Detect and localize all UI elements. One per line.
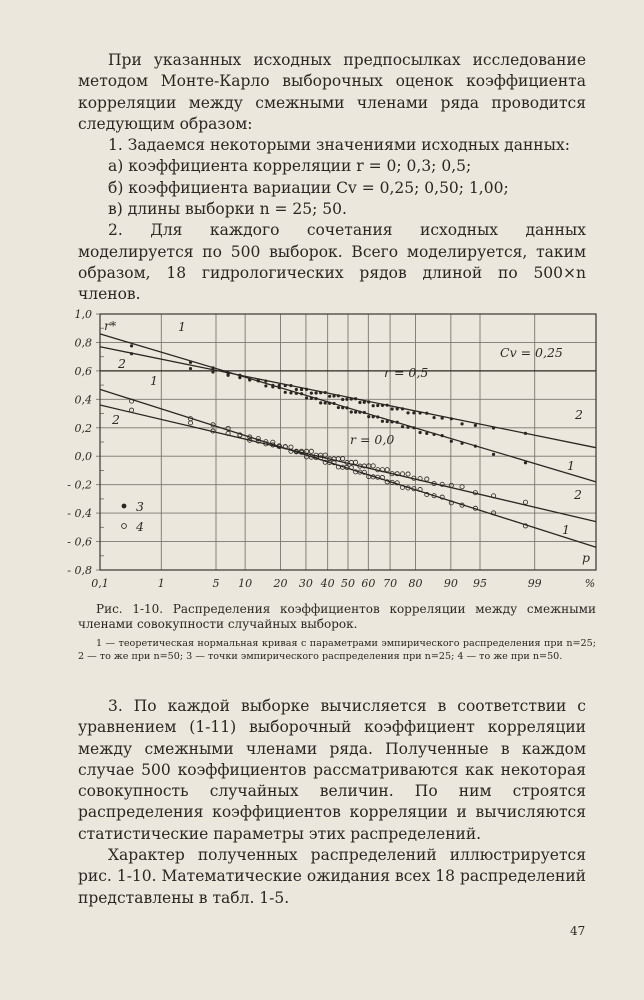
point-empirical-n25 (295, 388, 298, 391)
point-empirical-n25 (257, 379, 260, 382)
point-empirical-n25 (324, 391, 327, 394)
point-empirical-n25 (264, 384, 267, 387)
point-empirical-n25 (324, 401, 327, 404)
label-r00: r = 0,0 (350, 432, 395, 447)
y-tick-label: - 0,2 (67, 478, 92, 492)
point-empirical-n50 (354, 460, 358, 464)
point-empirical-n25 (332, 402, 335, 405)
point-empirical-n25 (391, 407, 394, 410)
point-empirical-n25 (492, 453, 495, 456)
paragraph-conclusion: Характер полученных распределений иллюстрируется рис. 1-10. Математические ожидания всех 18 распределений представлены в табл. 1-5. (78, 846, 586, 907)
point-empirical-n25 (376, 415, 379, 418)
point-empirical-n25 (419, 411, 422, 414)
point-empirical-n25 (401, 425, 404, 428)
point-empirical-n25 (419, 431, 422, 434)
label-curve1-r00-left: 1 (150, 373, 158, 388)
y-tick-label: 0,0 (74, 450, 92, 464)
point-empirical-n25 (367, 400, 370, 403)
paragraph-intro: При указанных исходных предпосылках исследование методом Монте-Карло выборочных оценок коэффициента корреляции между смежными членами ряда проводится следующим образом: (78, 51, 586, 133)
point-empirical-n25 (130, 352, 133, 355)
point-empirical-n25 (354, 397, 357, 400)
point-empirical-n50 (460, 485, 464, 489)
x-tick-label: 99 (527, 577, 542, 590)
list-item-c: в) длины выборки n = 25; 50. (108, 200, 347, 219)
list-item-a: а) коэффициента корреляции r = 0; 0,3; 0,5; (108, 157, 472, 176)
point-empirical-n25 (328, 402, 331, 405)
x-tick-label: 10 (238, 577, 253, 590)
point-empirical-n25 (372, 415, 375, 418)
figure-caption (78, 602, 596, 663)
y-tick-label: 0,8 (74, 336, 92, 350)
point-empirical-n25 (271, 384, 274, 387)
point-empirical-n25 (432, 433, 435, 436)
point-empirical-n25 (474, 424, 477, 427)
x-tick-label: 50 (341, 577, 355, 590)
label-r05: r = 0,5 (384, 365, 429, 380)
x-tick-label: 60 (361, 577, 376, 590)
page-number: 47 (570, 924, 586, 938)
x-unit-label: % (584, 577, 596, 590)
point-empirical-n25 (300, 392, 303, 395)
point-empirical-n25 (284, 384, 287, 387)
point-empirical-n25 (363, 401, 366, 404)
legend-label-4: 4 (136, 519, 144, 534)
point-empirical-n25 (350, 397, 353, 400)
point-empirical-n25 (450, 417, 453, 420)
point-empirical-n50 (309, 449, 313, 453)
point-empirical-n25 (319, 401, 322, 404)
point-empirical-n25 (337, 394, 340, 397)
label-cv: Cv = 0,25 (500, 345, 563, 360)
point-empirical-n25 (441, 434, 444, 437)
point-empirical-n25 (372, 404, 375, 407)
x-tick-label: 80 (408, 577, 423, 590)
point-empirical-n25 (211, 366, 214, 369)
point-empirical-n25 (130, 344, 133, 347)
x-tick-label: 90 (443, 577, 458, 590)
point-empirical-n25 (358, 401, 361, 404)
chart-points (129, 344, 527, 528)
label-curve2-r05-right: 2 (575, 407, 583, 422)
point-empirical-n25 (376, 404, 379, 407)
point-empirical-n25 (300, 388, 303, 391)
point-empirical-n25 (189, 361, 192, 364)
point-empirical-n50 (449, 483, 453, 487)
point-empirical-n50 (289, 445, 293, 449)
point-empirical-n25 (295, 392, 298, 395)
y-tick-label: - 0,4 (67, 507, 92, 521)
point-empirical-n25 (391, 420, 394, 423)
point-empirical-n25 (289, 384, 292, 387)
paragraph-step-1: 1. Задаемся некоторыми значениями исходных данных: (108, 136, 570, 155)
point-empirical-n50 (523, 500, 527, 504)
point-empirical-n25 (305, 388, 308, 391)
point-empirical-n25 (381, 404, 384, 407)
point-empirical-n50 (304, 449, 308, 453)
point-empirical-n25 (354, 411, 357, 414)
point-empirical-n25 (328, 395, 331, 398)
x-tick-label: 70 (383, 577, 398, 590)
point-empirical-n25 (367, 415, 370, 418)
label-curve1-r00-right: 1 (562, 522, 570, 537)
y-axis-labels (67, 308, 92, 577)
point-empirical-n25 (238, 374, 241, 377)
point-empirical-n25 (412, 411, 415, 414)
label-p: p (582, 550, 591, 565)
x-tick-label: 95 (473, 577, 488, 590)
point-empirical-n50 (129, 408, 133, 412)
y-tick-label: 1,0 (74, 308, 92, 321)
point-empirical-n25 (227, 372, 230, 375)
point-empirical-n50 (406, 472, 410, 476)
point-empirical-n25 (524, 432, 527, 435)
point-empirical-n25 (350, 410, 353, 413)
paragraph-step-2: 2. Для каждого сочетания исходных данных моделируется по 500 выборок. Всего моделируется, таким образом, 18 гидрологических рядов длиной по 500×n членов. (78, 221, 586, 304)
point-empirical-n25 (363, 411, 366, 414)
paragraph-step-3: 3. По каждой выборке вычисляется в соответствии с уравнением (1-11) выборочный коэффициент корреляции между смежными членами ряда. Полученные в каждом случае 500 коэффициентов рассматриваются как некоторая совокупность случайных величин. По ним строятся распределения коэффициентов корреляции и вычисляются статистические параметры этих распределений. (78, 697, 586, 843)
legend-label-3: 3 (136, 499, 144, 514)
point-empirical-n25 (211, 370, 214, 373)
list-item-b: б) коэффициента вариации Cv = 0,25; 0,50; 1,00; (108, 178, 509, 197)
point-empirical-n25 (406, 426, 409, 429)
point-empirical-n25 (401, 407, 404, 410)
x-tick-label: 0,1 (91, 577, 109, 590)
point-empirical-n25 (310, 392, 313, 395)
point-empirical-n25 (386, 404, 389, 407)
point-empirical-n25 (314, 397, 317, 400)
point-empirical-n25 (337, 406, 340, 409)
y-tick-label: 0,6 (74, 364, 92, 378)
y-tick-label: - 0,6 (67, 535, 92, 549)
point-empirical-n25 (524, 461, 527, 464)
bottom-text-block (78, 696, 586, 909)
point-empirical-n25 (406, 411, 409, 414)
label-curve1-r05-left: 1 (178, 319, 186, 334)
point-empirical-n50 (425, 477, 429, 481)
point-empirical-n25 (332, 394, 335, 397)
point-empirical-n25 (341, 398, 344, 401)
point-empirical-n25 (264, 379, 267, 382)
point-empirical-n25 (425, 412, 428, 415)
point-empirical-n25 (278, 384, 281, 387)
chart-annotations (104, 318, 590, 565)
y-tick-label: - 0,8 (67, 564, 92, 577)
point-empirical-n25 (284, 391, 287, 394)
x-tick-label: 30 (298, 577, 313, 590)
x-tick-label: 20 (273, 577, 288, 590)
point-empirical-n50 (336, 457, 340, 461)
point-empirical-n25 (319, 391, 322, 394)
x-tick-label: 5 (212, 577, 220, 590)
x-tick-label: 1 (157, 577, 165, 590)
point-empirical-n50 (341, 457, 345, 461)
point-empirical-n25 (450, 440, 453, 443)
point-empirical-n25 (396, 421, 399, 424)
x-axis-labels (91, 577, 595, 590)
point-empirical-n25 (345, 398, 348, 401)
label-curve2-r00-right: 2 (574, 487, 582, 502)
point-empirical-n25 (474, 445, 477, 448)
point-empirical-n25 (248, 378, 251, 381)
point-empirical-n25 (341, 406, 344, 409)
point-empirical-n25 (425, 432, 428, 435)
point-empirical-n50 (385, 468, 389, 472)
label-curve2-r05-left: 2 (118, 356, 126, 371)
point-empirical-n25 (460, 442, 463, 445)
point-empirical-n25 (358, 411, 361, 414)
legend-marker-3 (122, 504, 127, 509)
x-tick-label: 40 (320, 577, 335, 590)
caption-title: Рис. 1-10. Распределения коэффициентов корреляции между смежными членами совокупности случайных выборок. (78, 602, 596, 631)
legend-marker-4 (122, 524, 127, 529)
point-empirical-n25 (460, 422, 463, 425)
point-empirical-n25 (189, 367, 192, 370)
point-empirical-n25 (381, 420, 384, 423)
point-empirical-n25 (314, 391, 317, 394)
point-empirical-n25 (305, 396, 308, 399)
point-empirical-n25 (310, 397, 313, 400)
point-empirical-n25 (289, 391, 292, 394)
y-tick-label: 0,4 (74, 393, 92, 407)
y-tick-label: 0,2 (74, 421, 92, 435)
point-empirical-n25 (412, 426, 415, 429)
point-empirical-n50 (400, 472, 404, 476)
label-rstar: r* (104, 318, 117, 333)
label-curve1-r05-right: 1 (567, 458, 575, 473)
label-curve2-r00-left: 2 (112, 412, 120, 427)
point-empirical-n25 (432, 416, 435, 419)
point-empirical-n50 (188, 421, 192, 425)
point-empirical-n25 (396, 407, 399, 410)
point-empirical-n50 (371, 464, 375, 468)
point-empirical-n25 (492, 426, 495, 429)
point-empirical-n25 (386, 420, 389, 423)
point-empirical-n25 (345, 406, 348, 409)
point-empirical-n25 (441, 416, 444, 419)
caption-legend: 1 — теоретическая нормальная кривая с параметрами эмпирического распределения при n=25; 2 — то же при n=50; 3 — точки эмпирического распределения при n=25; 4 — то же при n=50. (78, 638, 596, 662)
